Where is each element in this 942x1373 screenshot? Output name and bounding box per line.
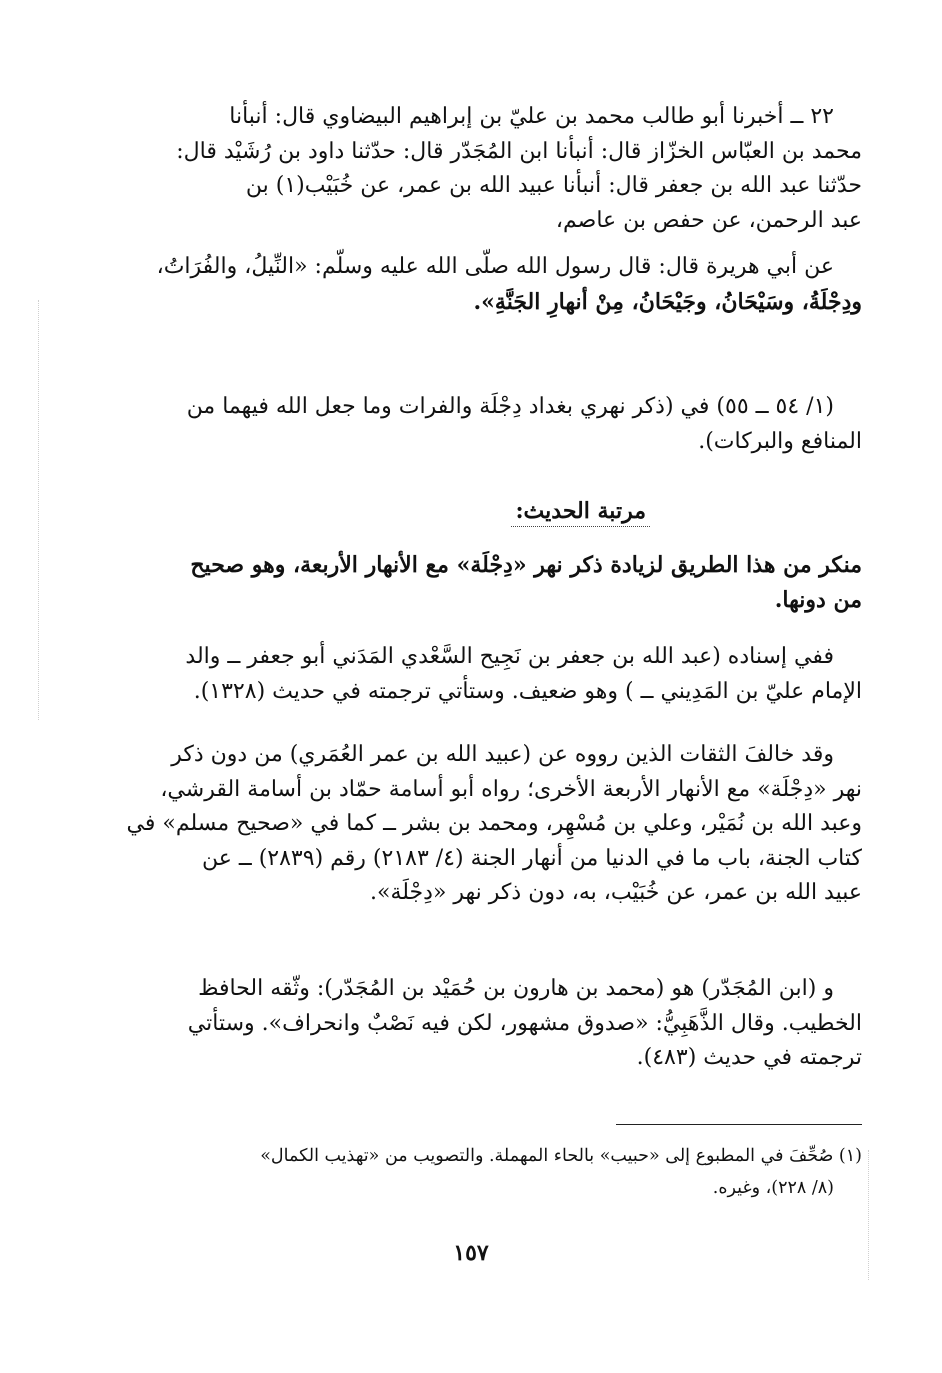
text-line: و (ابن المُجَدّر) هو (محمد بن هارون بن حُمَيْد بن المُجَدّر): وثّقه الحافظ [198,976,834,1001]
text-line: (١) صُحِّفَ في المطبوع إلى «حبيب» بالحاء المهملة. والتصويب من «تهذيب الكمال» [260,1146,862,1166]
text-line: عبيد الله بن عمر، عن خُبَيْب، به، دون ذكر نهر «دِجْلَة». [370,880,862,905]
page-number: ١٥٧ [453,1240,489,1266]
text-line: ترجمته في حديث (٤٨٣). [636,1045,862,1070]
text-line: منكر من هذا الطريق لزيادة ذكر نهر «دِجْلَة» مع الأنهار الأربعة، وهو صحيح [190,552,862,578]
hadith-entry [104,100,862,319]
text-line: (١/ ٥٤ ــ ٥٥) في (ذكر نهري بغداد دِجْلَة والفرات وما جعل الله فيهما من [186,394,834,419]
text-line: محمد بن العبّاس الخزّاز قال: أنبأنا ابن المُجَدّر قال: حدّثنا داود بن رُشَيْد قال: [176,138,862,164]
text-line: وعبد الله بن نُمَيْر، وعلي بن مُسْهِر، ومحمد بن بشر ــ كما في «صحيح مسلم» في [126,811,862,836]
text-line: ودِجْلَةُ، وسَيْحَانُ، وجَيْحَانُ، مِنْ أنهارِ الجَنَّةِ». [473,288,862,315]
text-line: ٢٢ ــ أخبرنا أبو طالب محمد بن عليّ بن إبراهيم البيضاوي قال: أنبأنا [229,104,834,129]
footnote-divider [616,1124,862,1125]
narrator-bio-paragraph [104,972,862,1076]
text-line: ففي إسناده (عبد الله بن جعفر بن نَجِيح السَّعْدي المَدَني أبو جعفر ــ والد [185,644,834,669]
footnote [104,1140,862,1204]
section-heading: مرتبة الحديث: [511,498,650,527]
narrators-paragraph [104,738,862,911]
text-line: نهر «دِجْلَة» مع الأنهار الأربعة الأخرى؛ رواه أبو أسامة حمّاد بن أسامة القرشي، [160,776,862,802]
source-reference [104,390,862,459]
ruling-paragraph [104,548,862,617]
text-line: (٨/ ٢٢٨)، وغيره. [712,1178,834,1198]
text-line: كتاب الجنة، باب ما في الدنيا من أنهار الجنة (٤/ ٢١٨٣) رقم (٢٨٣٩) ــ عن [201,845,862,871]
text-line: الخطيب. وقال الذَّهَبِيُّ: «صدوق مشهور، لكن فيه نَصْبٌ وانحراف». وستأتي [187,1010,862,1036]
text-line: عبد الرحمن، عن حفص بن عاصم، [555,207,862,233]
text-line: حدّثنا عبد الله بن جعفر قال: أنبأنا عبيد الله بن عمر، عن خُبَيْب(١) بن [245,173,862,198]
text-line: المنافع والبركات). [698,428,862,454]
chain-analysis-paragraph [104,640,862,709]
text-line: وقد خالفَ الثقات الذين رووه عن (عبيد الله بن عمر العُمَري) من دون ذكر [171,742,834,767]
text-line: من دونها. [774,586,862,613]
scan-margin-mark [38,300,39,720]
text-line: عن أبي هريرة قال: قال رسول الله صلّى الله عليه وسلّم: «النِّيلُ، والفُرَاتُ، [156,254,834,279]
text-line: الإمام عليّ بن المَدِيني ــ ) وهو ضعيف. وستأتي ترجمته في حديث (١٣٢٨). [193,678,862,704]
